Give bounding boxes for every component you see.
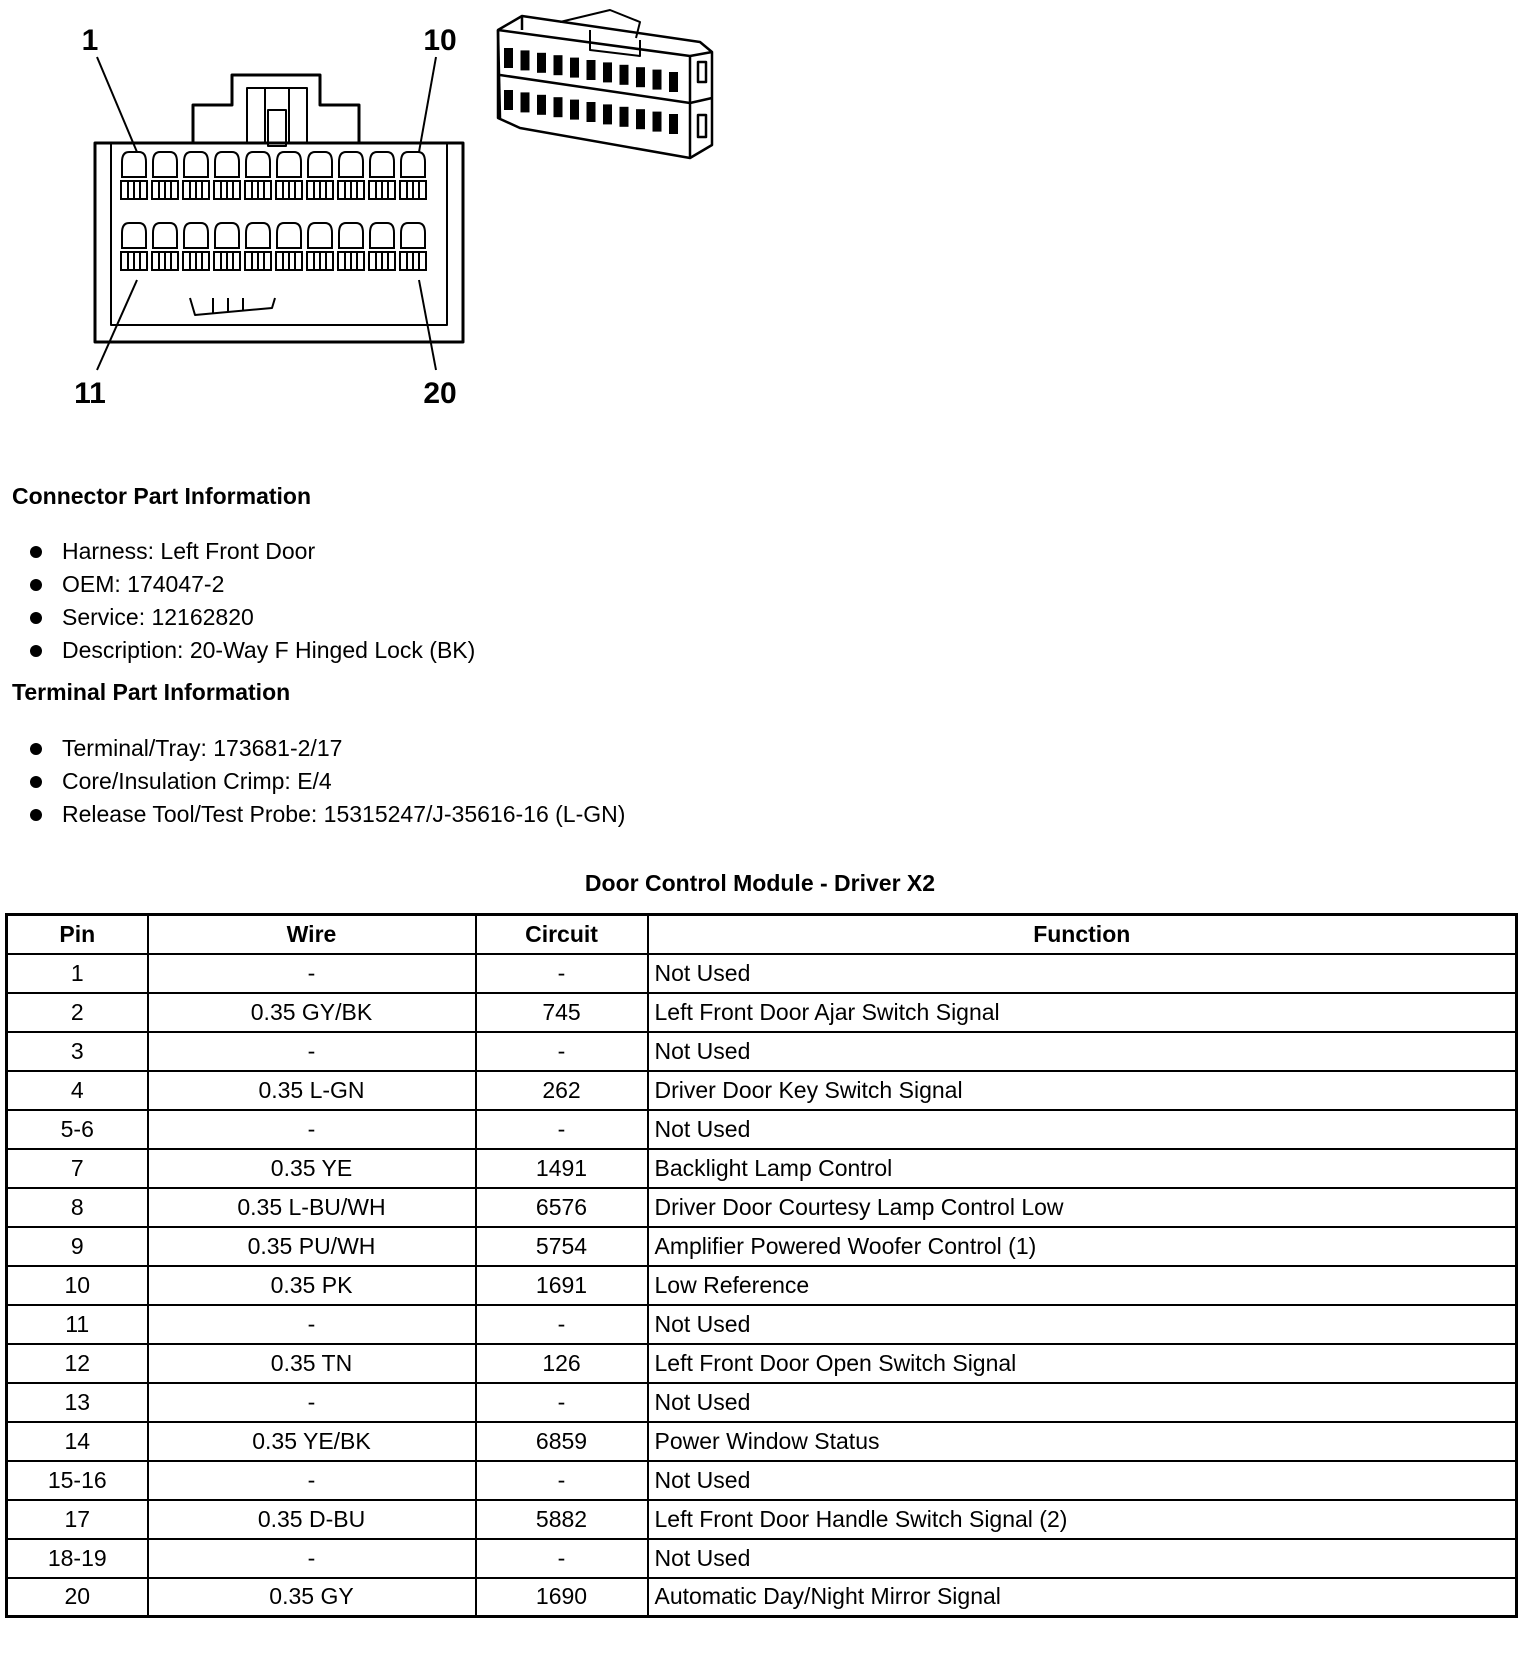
cell-pin: 8: [7, 1188, 148, 1227]
table-row: [7, 1227, 1517, 1266]
iso-cavity: [603, 62, 612, 82]
cell-function: Not Used: [648, 1539, 1517, 1578]
cell-pin: 10: [7, 1266, 148, 1305]
iso-cavity: [620, 65, 629, 85]
terminal-cavity: [370, 223, 394, 248]
cell-function: Not Used: [648, 1461, 1517, 1500]
cell-circuit: 6576: [476, 1188, 648, 1227]
cell-wire: -: [148, 1032, 476, 1071]
terminal-cavity: [308, 152, 332, 177]
cell-pin: 7: [7, 1149, 148, 1188]
cell-pin: 17: [7, 1500, 148, 1539]
terminal-cavity: [184, 223, 208, 248]
cell-wire: 0.35 D-BU: [148, 1500, 476, 1539]
table-row: [7, 1383, 1517, 1422]
cell-function: Not Used: [648, 1383, 1517, 1422]
cell-circuit: -: [476, 1032, 648, 1071]
cell-wire: 0.35 L-GN: [148, 1071, 476, 1110]
cell-function: Not Used: [648, 1110, 1517, 1149]
table-row: [7, 1578, 1517, 1617]
table-row: [7, 1500, 1517, 1539]
cell-function: Left Front Door Open Switch Signal: [648, 1344, 1517, 1383]
iso-cavity: [636, 67, 645, 87]
iso-cavity: [587, 102, 596, 122]
connector-info-list: [0, 535, 475, 667]
cell-wire: 0.35 YE/BK: [148, 1422, 476, 1461]
terminal-cavity: [246, 152, 270, 177]
cell-wire: -: [148, 1383, 476, 1422]
cell-circuit: 6859: [476, 1422, 648, 1461]
terminal-cavity: [153, 152, 177, 177]
cell-circuit: -: [476, 1305, 648, 1344]
cell-function: Low Reference: [648, 1266, 1517, 1305]
cell-wire: 0.35 YE: [148, 1149, 476, 1188]
table-row: [7, 1149, 1517, 1188]
connector-info-item: Description: 20-Way F Hinged Lock (BK): [0, 634, 475, 667]
cell-function: Backlight Lamp Control: [648, 1149, 1517, 1188]
iso-cavity: [521, 92, 530, 112]
iso-cavity: [636, 109, 645, 129]
pin-label-10: 10: [423, 24, 457, 57]
terminal-cavity: [122, 152, 146, 177]
terminal-cavity: [308, 223, 332, 248]
cell-pin: 4: [7, 1071, 148, 1110]
iso-cavity: [603, 104, 612, 124]
cell-circuit: 1691: [476, 1266, 648, 1305]
iso-cavity: [554, 97, 563, 117]
cell-wire: -: [148, 1110, 476, 1149]
cell-wire: 0.35 PK: [148, 1266, 476, 1305]
table-row: [7, 954, 1517, 993]
cell-wire: 0.35 PU/WH: [148, 1227, 476, 1266]
terminal-cavity: [339, 152, 363, 177]
cell-circuit: -: [476, 954, 648, 993]
cell-function: Automatic Day/Night Mirror Signal: [648, 1578, 1517, 1617]
connector-info-heading: Connector Part Information: [12, 483, 312, 509]
terminal-cavity: [122, 223, 146, 248]
cell-pin: 3: [7, 1032, 148, 1071]
cell-function: Left Front Door Ajar Switch Signal: [648, 993, 1517, 1032]
iso-cavity: [653, 70, 662, 90]
iso-cavity: [669, 72, 678, 92]
cell-wire: -: [148, 1539, 476, 1578]
cell-pin: 2: [7, 993, 148, 1032]
table-row: [7, 1071, 1517, 1110]
header-pin: Pin: [7, 915, 148, 954]
terminal-info-item: Release Tool/Test Probe: 15315247/J-35616-16 (L-GN): [0, 798, 625, 831]
iso-cavity: [570, 58, 579, 78]
terminal-info-heading: Terminal Part Information: [12, 679, 291, 705]
cell-pin: 18-19: [7, 1539, 148, 1578]
cell-wire: -: [148, 954, 476, 993]
cell-pin: 12: [7, 1344, 148, 1383]
cell-circuit: 745: [476, 993, 648, 1032]
cell-wire: -: [148, 1305, 476, 1344]
cell-pin: 14: [7, 1422, 148, 1461]
cell-function: Driver Door Courtesy Lamp Control Low: [648, 1188, 1517, 1227]
connector-diagram: [0, 0, 760, 420]
cell-function: Power Window Status: [648, 1422, 1517, 1461]
pin-label-1: 1: [81, 24, 99, 57]
cell-pin: 15-16: [7, 1461, 148, 1500]
cell-wire: 0.35 GY/BK: [148, 993, 476, 1032]
iso-cavity: [504, 48, 513, 68]
table-row: [7, 1344, 1517, 1383]
cell-wire: 0.35 L-BU/WH: [148, 1188, 476, 1227]
cell-function: Not Used: [648, 954, 1517, 993]
terminal-cavity: [277, 152, 301, 177]
terminal-cavity: [153, 223, 177, 248]
terminal-cavity: [339, 223, 363, 248]
table-row: [7, 1422, 1517, 1461]
pin-label-11: 11: [74, 377, 106, 410]
terminal-info-item: Core/Insulation Crimp: E/4: [0, 765, 625, 798]
table-row: [7, 1266, 1517, 1305]
table-row: [7, 1032, 1517, 1071]
cell-circuit: 5882: [476, 1500, 648, 1539]
connector-info-item: Service: 12162820: [0, 601, 475, 634]
table-row: [7, 1461, 1517, 1500]
terminal-info-item: Terminal/Tray: 173681-2/17: [0, 732, 625, 765]
cell-pin: 9: [7, 1227, 148, 1266]
cell-pin: 20: [7, 1578, 148, 1617]
cell-circuit: -: [476, 1539, 648, 1578]
cell-pin: 11: [7, 1305, 148, 1344]
cell-pin: 1: [7, 954, 148, 993]
cell-function: Driver Door Key Switch Signal: [648, 1071, 1517, 1110]
cell-circuit: 5754: [476, 1227, 648, 1266]
terminal-cavity: [370, 152, 394, 177]
table-row: [7, 1188, 1517, 1227]
iso-cavity: [570, 100, 579, 120]
iso-cavity: [537, 95, 546, 115]
connector-info-item: Harness: Left Front Door: [0, 535, 475, 568]
table-title: Door Control Module - Driver X2: [584, 870, 936, 896]
terminal-cavity: [401, 152, 425, 177]
cell-circuit: 262: [476, 1071, 648, 1110]
cell-circuit: -: [476, 1383, 648, 1422]
iso-cavity: [653, 112, 662, 132]
pin-label-20: 20: [423, 377, 457, 410]
cell-circuit: 1690: [476, 1578, 648, 1617]
iso-cavity: [620, 107, 629, 127]
iso-cavity: [521, 50, 530, 70]
cell-circuit: 1491: [476, 1149, 648, 1188]
header-function: Function: [648, 915, 1517, 954]
table-row: [7, 1539, 1517, 1578]
table-row: [7, 1305, 1517, 1344]
terminal-cavity: [215, 223, 239, 248]
cell-circuit: -: [476, 1461, 648, 1500]
terminal-info-list: [0, 732, 625, 831]
table-row: [7, 993, 1517, 1032]
terminal-cavity: [277, 223, 301, 248]
cell-function: Left Front Door Handle Switch Signal (2): [648, 1500, 1517, 1539]
cell-function: Not Used: [648, 1032, 1517, 1071]
cell-circuit: 126: [476, 1344, 648, 1383]
header-wire: Wire: [148, 915, 476, 954]
cell-pin: 13: [7, 1383, 148, 1422]
cell-wire: 0.35 TN: [148, 1344, 476, 1383]
connector-isometric-view: [498, 10, 712, 158]
iso-cavity: [554, 55, 563, 75]
pinout-table: [5, 913, 1518, 1618]
iso-cavity: [669, 114, 678, 134]
cell-circuit: -: [476, 1110, 648, 1149]
cell-pin: 5-6: [7, 1110, 148, 1149]
terminal-cavity: [184, 152, 208, 177]
terminal-cavity: [215, 152, 239, 177]
cell-wire: -: [148, 1461, 476, 1500]
cell-wire: 0.35 GY: [148, 1578, 476, 1617]
iso-cavity: [537, 53, 546, 73]
table-row: [7, 1110, 1517, 1149]
iso-cavity: [587, 60, 596, 80]
table-header-row: [7, 915, 1517, 954]
cell-function: Not Used: [648, 1305, 1517, 1344]
terminal-cavity: [246, 223, 270, 248]
cell-function: Amplifier Powered Woofer Control (1): [648, 1227, 1517, 1266]
iso-cavity: [504, 90, 513, 110]
header-circuit: Circuit: [476, 915, 648, 954]
terminal-cavity: [401, 223, 425, 248]
connector-info-item: OEM: 174047-2: [0, 568, 475, 601]
